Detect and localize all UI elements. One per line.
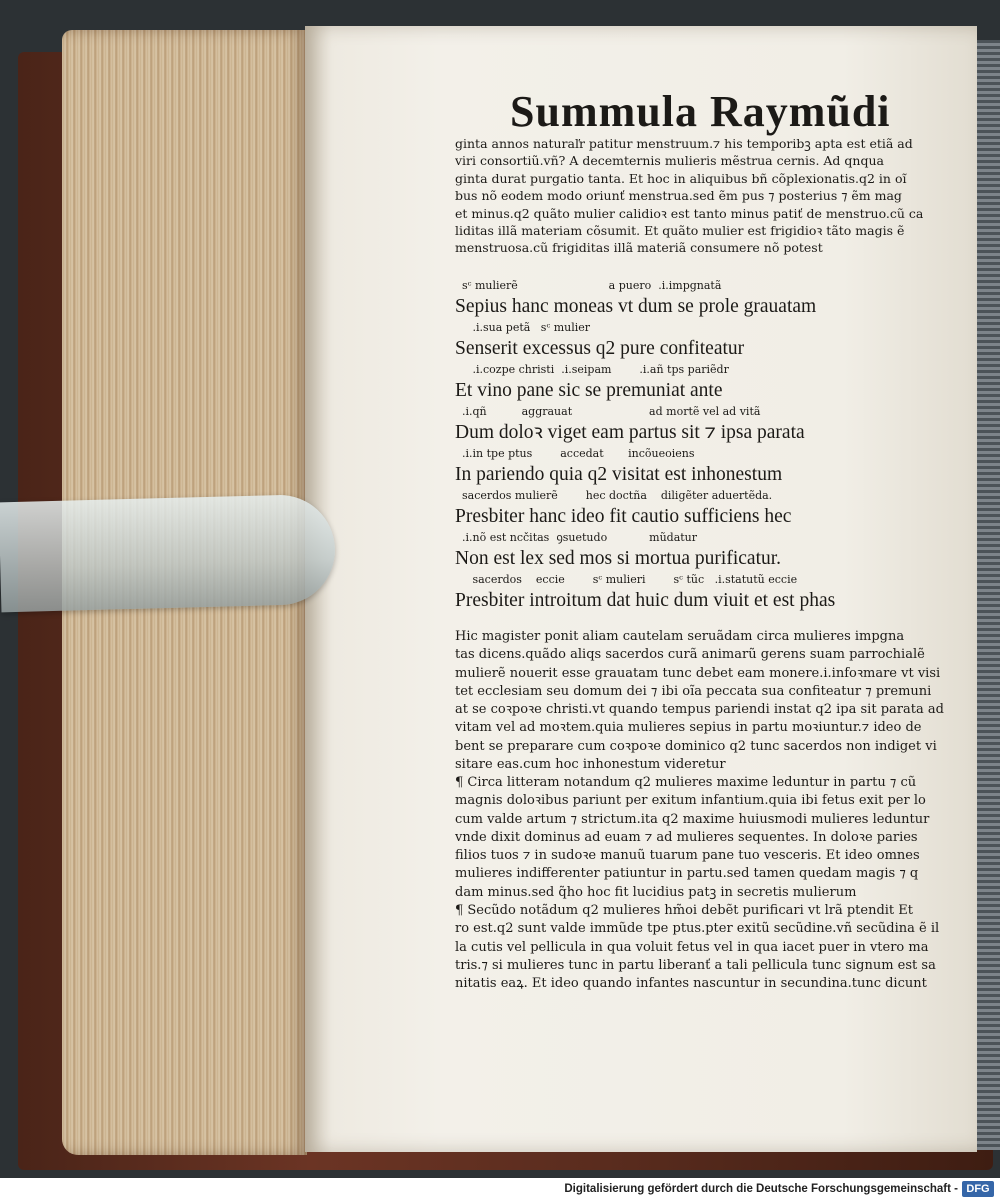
paragraph-3-line: vnde dixit dominus ad euam ⁊ ad mulieres sequentes. In doloꝛe paries <box>455 829 918 845</box>
page-heading: Summula Raymũdi <box>510 87 891 136</box>
interlinear-gloss: .i.in tpe ptus accedat incõueoiens <box>455 447 695 460</box>
interlinear-gloss: sacerdos eccie sᶜ mulieri sᶜ tũc .i.statutũ eccie <box>455 573 798 586</box>
paragraph-3-line: ¶ Circa litteram notandum q2 mulieres maxime leduntur in partu ⁊ cũ <box>455 775 917 790</box>
paragraph-4 <box>455 902 945 993</box>
interlinear-gloss: .i.cozpe christi .i.seipam .i.añ tps pariẽdr <box>455 363 729 376</box>
interlinear-gloss: sᶜ mulierẽ a puero .i.impgnatã <box>455 279 722 292</box>
paragraph-4-line: la cutis vel pellicula in qua voluit fetus vel in qua iacet puer in vtero ma <box>455 939 929 955</box>
verse-line: Non est lex sed mos si mortua purificatur. <box>455 548 782 569</box>
paragraph-2-line: vitam vel ad moꝛtem.quia mulieres sepius in partu moꝛiuntur.⁊ ideo de <box>455 720 922 736</box>
verse-line: Et vino pane sic se premuniat ante <box>455 380 723 401</box>
paragraph-3 <box>455 774 945 902</box>
verse-line: Senserit excessus q2 pure confiteatur <box>455 338 745 359</box>
paragraph-1-line: liditas illã materiam cõsumit. Et quãto mulier est frigidioꝛ tãto magis ẽ <box>455 223 905 239</box>
paragraph-1-line: menstruosa.cũ frigiditas illã materiã consumere nõ potest <box>455 240 823 256</box>
verse-line: Dum doloꝛ viget eam partus sit ⁊ ipsa parata <box>455 422 805 443</box>
verse-line: Presbiter introitum dat huic dum viuit et est phas <box>455 590 836 611</box>
paragraph-3-line: cum valde artum ⁊ strictum.ita q2 maxime huiusmodi mulieres leduntur <box>455 811 930 827</box>
paragraph-2-line: at se coꝛpoꝛe christi.vt quando tempus pariendi instat q2 ipa sit parata ad <box>455 702 944 718</box>
paragraph-1-line: ginta annos naturaľr patitur menstruum.⁊ his temporibꝫ apta est etiã ad <box>455 136 913 151</box>
verse-block <box>455 278 945 614</box>
paragraph-2-line: tas dicens.quãdo aliqs sacerdos curã animarũ gerens suam parrochialẽ <box>455 647 925 663</box>
interlinear-gloss: .i.qñ aggrauat ad mortẽ vel ad vitã <box>455 405 761 418</box>
paragraph-1-line: et minus.q2 quãto mulier calidioꝛ est tanto minus patiť de menstruo.cũ ca <box>455 205 924 221</box>
paragraph-1-line: bus nõ eodem modo oriunť menstrua.sed ẽm pus ⁊ posterius ⁊ ẽm mag <box>455 188 902 204</box>
paragraph-2-line: bent se preparare cum coꝛpoꝛe dominico q2 tunc sacerdos non indiget vi <box>455 738 937 754</box>
paragraph-2-line: tet ecclesiam seu domum dei ⁊ ibi oĩa peccata sua confiteatur ⁊ premuni <box>455 683 932 699</box>
paragraph-2-line: Hic magister ponit aliam cautelam seruãdam circa mulieres impgna <box>455 629 905 644</box>
paragraph-4-line: tris.⁊ si mulieres tunc in partu liberanť a tali pellicula tunc signum est sa <box>455 957 936 973</box>
page-holder-strip <box>0 494 336 613</box>
interlinear-gloss: .i.sua petã sᶜ mulier <box>455 321 591 334</box>
paragraph-2 <box>455 628 945 774</box>
paragraph-3-line: mulieres indifferenter patiuntur in partu.sed tamen quedam magis ⁊ q <box>455 866 919 882</box>
paragraph-1-line: ginta durat purgatio tanta. Et hoc in aliquibus bñ cõplexionatis.q2 in oĩ <box>455 170 907 186</box>
paragraph-4-line: ¶ Secũdo notãdum q2 mulieres hm̃oi debẽt purificari vt lrã ptendit Et <box>455 903 914 918</box>
paragraph-3-line: magnis doloꝛibus pariunt per exitum infantium.quia ibi fetus exit per lo <box>455 793 926 809</box>
paragraph-2-line: mulierẽ nouerit esse grauatam tunc debet eam monere.i.infoꝛmare vt visi <box>455 665 941 681</box>
paragraph-2-line: sitare eas.cum hoc inhonestum videretur <box>455 757 726 773</box>
verse-line: Presbiter hanc ideo fit cautio sufficiens hec <box>455 506 792 527</box>
interlinear-gloss: .i.nõ est ncčitas ꝯsuetudo mũdatur <box>455 531 698 544</box>
paragraph-4-line: ro est.q2 sunt valde immũde tpe ptus.pter exitũ secũdine.vñ secũdina ẽ il <box>455 921 940 937</box>
paragraph-1-line: viri consortiũ.vñ? A decemternis mulieris mẽstrua cernis. Ad qnqua <box>455 153 884 169</box>
footer-credit: Digitalisierung gefördert durch die Deutsche Forschungsgemeinschaft - <box>564 1183 958 1195</box>
paragraph-4-line: nitatis eaꝝ. Et ideo quando infantes nascuntur in secundina.tunc dicunt <box>455 976 927 992</box>
interlinear-gloss: sacerdos mulierẽ hec doctña diligẽter aduertẽda. <box>455 489 773 502</box>
paragraph-1 <box>455 135 945 257</box>
verse-line: Sepius hanc moneas vt dum se prole grauatam <box>455 296 817 317</box>
paragraph-3-line: dam minus.sed q̃ho hoc fit lucidius patꝫ in secretis mulierum <box>455 884 857 900</box>
footer-bar <box>0 1178 1000 1201</box>
dfg-logo: DFG <box>962 1181 994 1197</box>
paragraph-3-line: filios tuos ⁊ in sudoꝛe manuũ tuarum pane tuo vesceris. Et ideo omnes <box>455 848 920 864</box>
verse-line: In pariendo quia q2 visitat est inhonestum <box>455 464 783 485</box>
